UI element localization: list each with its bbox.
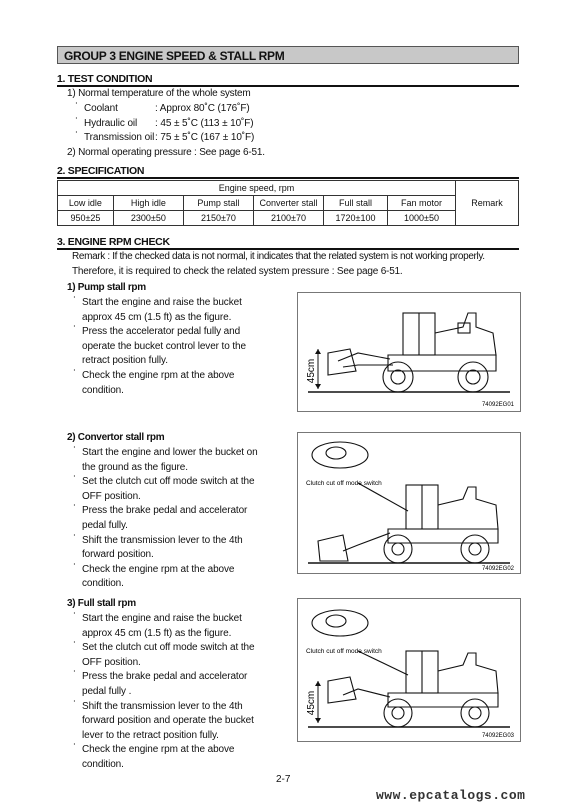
pump-step-line: operate the bucket control lever to the	[82, 340, 246, 352]
spec-header-row	[58, 196, 519, 211]
full-step-line: ˙ Start the engine and raise the bucket	[72, 612, 282, 627]
full-step-line: ˙ Press the brake pedal and accelerator	[72, 670, 282, 685]
pump-step-line: ˙ Check the engine rpm at the above	[72, 369, 282, 384]
val-low-idle: 950±25	[58, 211, 114, 226]
col-full-stall: Full stall	[324, 196, 388, 211]
pump-stall-figure	[297, 292, 521, 412]
full-stall-title: 3) Full stall rpm	[67, 598, 136, 609]
spec-value-row	[58, 211, 519, 226]
full-step-line: approx 45 cm (1.5 ft) as the figure.	[82, 627, 232, 639]
converter-step-line: ˙ Start the engine and lower the bucket on	[72, 446, 282, 461]
pump-step-line: ˙ Start the engine and raise the bucket	[72, 296, 282, 311]
clutch-switch-label: Clutch cut off mode switch	[306, 648, 382, 655]
converter-step-line: ˙ Shift the transmission lever to the 4th	[72, 534, 282, 549]
full-step-line: condition.	[82, 758, 124, 770]
clutch-switch-label: Clutch cut off mode switch	[306, 480, 382, 487]
converter-stall-title: 2) Convertor stall rpm	[67, 432, 165, 443]
col-high-idle: High idle	[113, 196, 183, 211]
full-stall-figure	[297, 598, 521, 742]
pump-stall-steps	[72, 296, 282, 398]
remark-line-1: Remark : If the checked data is not normal, it indicates that the related system is not working properly.	[72, 251, 485, 262]
pump-step-line: approx 45 cm (1.5 ft) as the figure.	[82, 311, 232, 323]
full-step-line: OFF position.	[82, 656, 141, 668]
pump-step-line: retract position fully.	[82, 355, 168, 367]
figure-code: 74092EG03	[481, 733, 514, 739]
group-title: GROUP 3 ENGINE SPEED & STALL RPM	[57, 46, 519, 64]
bullet-hydraulic-oil: ˙ Hydraulic oil : 45 ± 5˚C (113 ± 10˚F)	[74, 117, 334, 132]
engine-speed-header: Engine speed, rpm	[58, 181, 456, 196]
converter-step-line: OFF position.	[82, 490, 141, 502]
rpm-check-heading: 3. ENGINE RPM CHECK	[57, 236, 170, 248]
val-full-stall: 1720±100	[324, 211, 388, 226]
converter-stall-steps	[72, 446, 282, 592]
val-pump-stall: 2150±70	[183, 211, 253, 226]
full-step-line: lever to the retract position fully.	[82, 729, 219, 741]
converter-step-line: condition.	[82, 578, 124, 590]
converter-step-line: ˙ Set the clutch cut off mode switch at the	[72, 475, 282, 490]
converter-step-line: ˙ Press the brake pedal and accelerator	[72, 504, 282, 519]
bullet-coolant: ˙ Coolant : Approx 80˚C (176˚F)	[74, 102, 334, 117]
col-pump-stall: Pump stall	[183, 196, 253, 211]
watermark: www.epcatalogs.com	[376, 788, 526, 803]
bullet-transmission-oil: ˙ Transmission oil: 75 ± 5˚C (167 ± 10˚F)	[74, 131, 334, 146]
height-label: 45cm	[306, 358, 317, 384]
remark-header: Remark	[456, 181, 519, 226]
full-step-line: ˙ Shift the transmission lever to the 4th	[72, 700, 282, 715]
height-label: 45cm	[306, 690, 317, 716]
test-condition-item2: 2) Normal operating pressure : See page 6-51.	[67, 147, 265, 158]
test-condition-heading: 1. TEST CONDITION	[57, 73, 153, 85]
val-high-idle: 2300±50	[113, 211, 183, 226]
col-converter-stall: Converter stall	[253, 196, 323, 211]
figure-code: 74092EG02	[481, 566, 514, 572]
converter-stall-figure	[297, 432, 521, 574]
pump-stall-title: 1) Pump stall rpm	[67, 282, 146, 293]
val-converter-stall: 2100±70	[253, 211, 323, 226]
section-underline	[57, 177, 519, 179]
col-fan-motor: Fan motor	[388, 196, 456, 211]
converter-step-line: pedal fully.	[82, 519, 128, 531]
spec-table	[57, 180, 519, 226]
figure-code: 74092EG01	[481, 402, 514, 408]
test-condition-bullets	[74, 102, 334, 146]
specification-heading: 2. SPECIFICATION	[57, 165, 145, 177]
converter-step-line: forward position.	[82, 549, 154, 561]
full-step-line: ˙ Check the engine rpm at the above	[72, 743, 282, 758]
remark-line-2: Therefore, it is required to check the related system pressure : See page 6-51.	[72, 266, 403, 277]
converter-step-line: the ground as the figure.	[82, 461, 188, 473]
test-condition-item1: 1) Normal temperature of the whole system	[67, 88, 251, 99]
pump-step-line: condition.	[82, 384, 124, 396]
page-number: 2-7	[276, 774, 291, 785]
full-step-line: forward position and operate the bucket	[82, 715, 254, 727]
pump-step-line: ˙ Press the accelerator pedal fully and	[72, 325, 282, 340]
full-step-line: ˙ Set the clutch cut off mode switch at the	[72, 641, 282, 656]
converter-step-line: ˙ Check the engine rpm at the above	[72, 563, 282, 578]
col-low-idle: Low idle	[58, 196, 114, 211]
val-fan-motor: 1000±50	[388, 211, 456, 226]
full-stall-steps	[72, 612, 282, 773]
full-step-line: pedal fully .	[82, 685, 132, 697]
